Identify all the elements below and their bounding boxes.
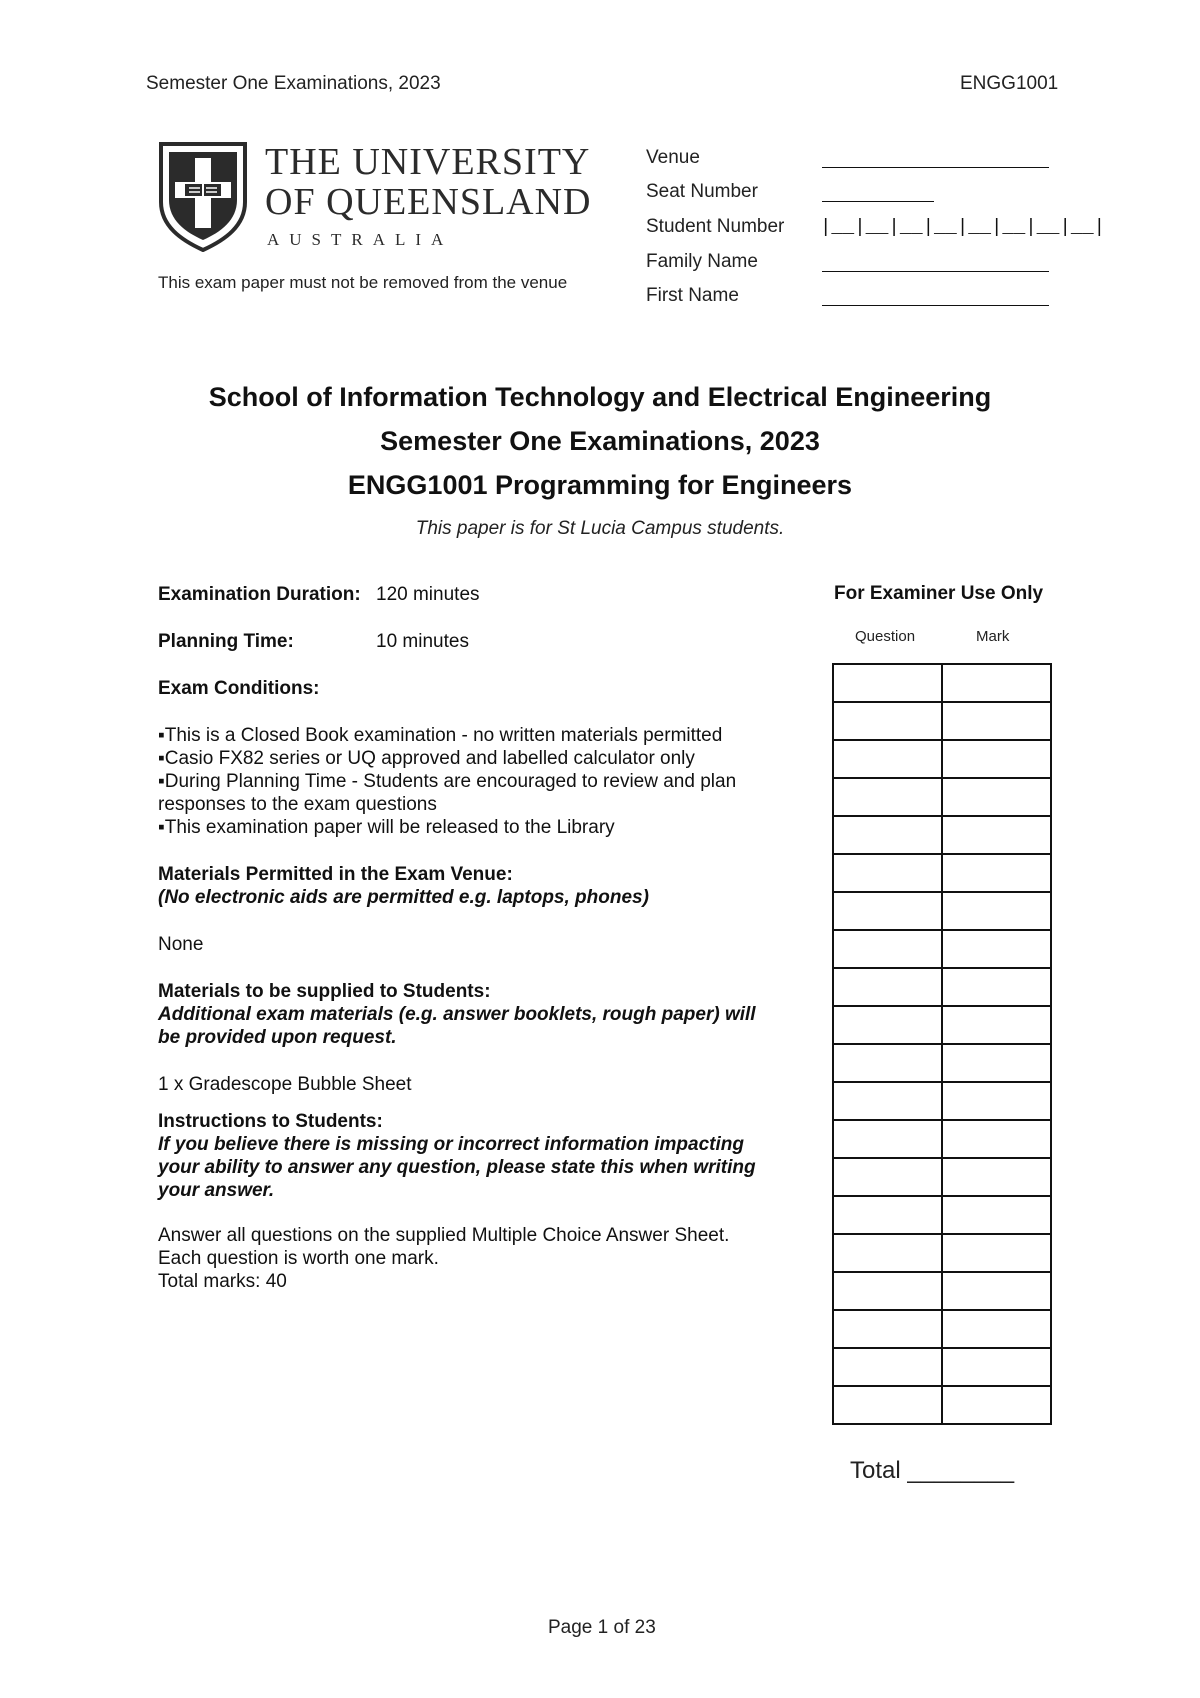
question-cell[interactable] (833, 930, 942, 968)
instructions-note: your answer. (158, 1180, 275, 1201)
seat-number-label: Seat Number (646, 181, 758, 202)
mark-grid-row (833, 1082, 1051, 1120)
logo-text-line3: AUSTRALIA (267, 230, 454, 249)
mark-grid-row (833, 930, 1051, 968)
mark-grid-row (833, 854, 1051, 892)
question-cell[interactable] (833, 1158, 942, 1196)
semester-title: Semester One Examinations, 2023 (380, 426, 820, 456)
mark-cell[interactable] (942, 1310, 1051, 1348)
question-cell[interactable] (833, 778, 942, 816)
mark-cell[interactable] (942, 664, 1051, 702)
school-title: School of Information Technology and Electrical Engineering (208, 382, 992, 412)
mark-column-header: Mark (976, 628, 1010, 645)
conditions-list (158, 724, 818, 839)
page-number: Page 1 of 23 (548, 1617, 656, 1638)
mark-cell[interactable] (942, 702, 1051, 740)
uq-logo (155, 140, 592, 260)
answer-instruction: Answer all questions on the supplied Multiple Choice Answer Sheet. (158, 1225, 730, 1246)
question-cell[interactable] (833, 1272, 942, 1310)
uq-crest-icon (157, 140, 249, 252)
seat-number-field[interactable] (822, 201, 934, 202)
materials-permitted-value: None (158, 934, 204, 955)
logo-text-line2: OF QUEENSLAND (265, 181, 592, 223)
instructions-label: Instructions to Students: (158, 1111, 383, 1132)
question-cell[interactable] (833, 1310, 942, 1348)
mark-grid-row (833, 1310, 1051, 1348)
first-name-label: First Name (646, 285, 739, 306)
question-cell[interactable] (833, 1082, 942, 1120)
mark-grid-row (833, 892, 1051, 930)
mark-grid-row (833, 1196, 1051, 1234)
total-marks-text: Total marks: 40 (158, 1271, 287, 1292)
mark-grid-row (833, 1120, 1051, 1158)
condition-item: ▪This is a Closed Book examination - no written materials permitted (158, 725, 723, 746)
examiner-mark-grid (832, 663, 1052, 1425)
question-cell[interactable] (833, 1348, 942, 1386)
total-field[interactable]: Total ________ (850, 1457, 1015, 1484)
examiner-title: For Examiner Use Only (834, 583, 1044, 604)
venue-label: Venue (646, 147, 700, 168)
mark-grid-row (833, 664, 1051, 702)
question-cell[interactable] (833, 854, 942, 892)
condition-item: ▪During Planning Time - Students are encouraged to review and plan (158, 771, 737, 792)
planning-value: 10 minutes (376, 631, 469, 652)
venue-note: This exam paper must not be removed from the venue (158, 273, 568, 292)
conditions-label: Exam Conditions: (158, 678, 320, 699)
family-name-label: Family Name (646, 251, 758, 272)
mark-cell[interactable] (942, 892, 1051, 930)
question-cell[interactable] (833, 968, 942, 1006)
first-name-field[interactable] (822, 305, 1049, 306)
student-number-label: Student Number (646, 216, 785, 237)
question-cell[interactable] (833, 1006, 942, 1044)
materials-supplied-note: be provided upon request. (158, 1027, 397, 1048)
question-cell[interactable] (833, 664, 942, 702)
duration-value: 120 minutes (376, 584, 480, 605)
mark-cell[interactable] (942, 778, 1051, 816)
mark-cell[interactable] (942, 1006, 1051, 1044)
materials-permitted-note: (No electronic aids are permitted e.g. laptops, phones) (158, 887, 649, 908)
materials-supplied-label: Materials to be supplied to Students: (158, 981, 491, 1002)
mark-grid-row (833, 740, 1051, 778)
question-cell[interactable] (833, 1386, 942, 1424)
mark-grid-row (833, 1044, 1051, 1082)
materials-supplied-value: 1 x Gradescope Bubble Sheet (158, 1074, 412, 1095)
mark-grid-row (833, 1272, 1051, 1310)
mark-grid-row (833, 1006, 1051, 1044)
condition-item: ▪Casio FX82 series or UQ approved and labelled calculator only (158, 748, 695, 769)
mark-cell[interactable] (942, 1386, 1051, 1424)
question-cell[interactable] (833, 816, 942, 854)
question-cell[interactable] (833, 1044, 942, 1082)
student-number-boxes[interactable]: |__|__|__|__|__|__|__|__| (820, 216, 1106, 238)
mark-cell[interactable] (942, 1120, 1051, 1158)
venue-field[interactable] (822, 167, 1049, 168)
question-column-header: Question (855, 628, 916, 645)
question-cell[interactable] (833, 1120, 942, 1158)
mark-cell[interactable] (942, 854, 1051, 892)
mark-grid-row (833, 1348, 1051, 1386)
mark-grid-row (833, 1386, 1051, 1424)
mark-cell[interactable] (942, 1158, 1051, 1196)
duration-label: Examination Duration: (158, 584, 361, 605)
mark-cell[interactable] (942, 1044, 1051, 1082)
question-cell[interactable] (833, 1196, 942, 1234)
mark-cell[interactable] (942, 740, 1051, 778)
header-left: Semester One Examinations, 2023 (146, 73, 441, 94)
mark-grid-row (833, 1158, 1051, 1196)
mark-cell[interactable] (942, 1234, 1051, 1272)
answer-instruction: Each question is worth one mark. (158, 1248, 439, 1269)
header-right: ENGG1001 (960, 73, 1059, 94)
mark-grid-row (833, 778, 1051, 816)
campus-note: This paper is for St Lucia Campus students. (415, 518, 785, 539)
mark-cell[interactable] (942, 1082, 1051, 1120)
mark-cell[interactable] (942, 816, 1051, 854)
mark-cell[interactable] (942, 930, 1051, 968)
instructions-note: your ability to answer any question, please state this when writing (158, 1157, 756, 1178)
planning-label: Planning Time: (158, 631, 294, 652)
materials-supplied-note: Additional exam materials (e.g. answer booklets, rough paper) will (158, 1004, 756, 1025)
mark-cell[interactable] (942, 1272, 1051, 1310)
question-cell[interactable] (833, 702, 942, 740)
mark-grid-row (833, 968, 1051, 1006)
mark-grid-row (833, 702, 1051, 740)
exam-details (158, 583, 818, 1293)
mark-cell[interactable] (942, 1348, 1051, 1386)
materials-permitted-label: Materials Permitted in the Exam Venue: (158, 864, 513, 885)
instructions-note: If you believe there is missing or incorrect information impacting (158, 1134, 744, 1155)
question-cell[interactable] (833, 740, 942, 778)
mark-cell[interactable] (942, 968, 1051, 1006)
condition-item: responses to the exam questions (158, 794, 437, 815)
logo-text-line1: THE UNIVERSITY (265, 141, 591, 183)
question-cell[interactable] (833, 892, 942, 930)
condition-item: ▪This examination paper will be released to the Library (158, 817, 615, 838)
mark-grid-row (833, 816, 1051, 854)
mark-cell[interactable] (942, 1196, 1051, 1234)
family-name-field[interactable] (822, 271, 1049, 272)
question-cell[interactable] (833, 1234, 942, 1272)
course-title: ENGG1001 Programming for Engineers (347, 470, 853, 500)
mark-grid-row (833, 1234, 1051, 1272)
